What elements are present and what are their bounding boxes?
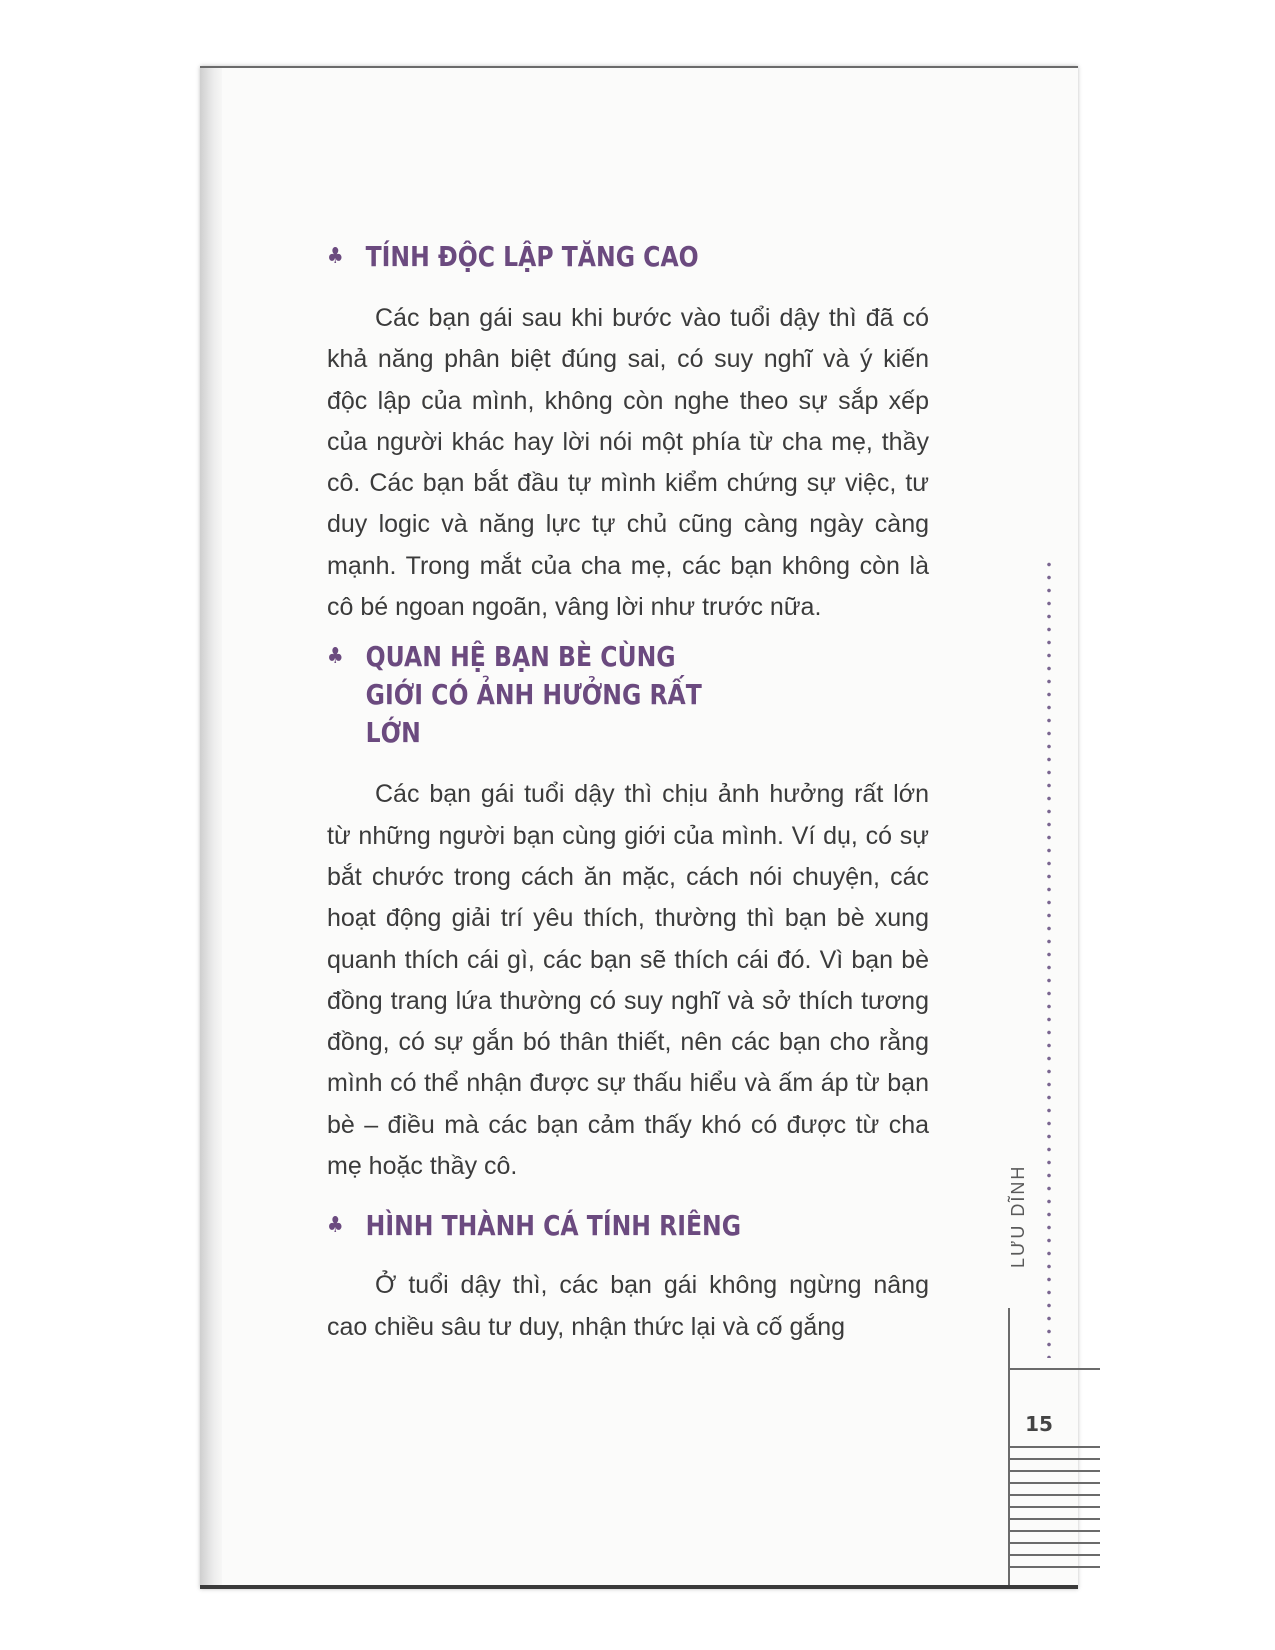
- author-name: LƯU DĨNH: [1008, 1164, 1028, 1268]
- page-number-rule: [1008, 1368, 1100, 1370]
- page: [222, 68, 1078, 1585]
- book-page-photo: [200, 66, 1078, 1589]
- section-heading-independence: [327, 238, 929, 276]
- club-icon: ♣: [327, 1213, 344, 1239]
- side-dotted-line: [1046, 558, 1052, 1358]
- club-icon: ♣: [327, 644, 344, 670]
- page-number: 15: [1025, 1412, 1053, 1436]
- section-heading-peer-influence: [327, 638, 929, 752]
- decorative-stripes: [1008, 1446, 1100, 1578]
- paragraph-personality: Ở tuổi dậy thì, các bạn gái không ngừng nâng cao chiều sâu tư duy, nhận thức lại và cố gắng: [327, 1271, 929, 1341]
- heading-text: QUAN HỆ BẠN BÈ CÙNG GIỚI CÓ ẢNH HƯỞNG RẤT LỚN: [365, 640, 702, 750]
- heading-text: TÍNH ĐỘC LẬP TĂNG CAO: [365, 240, 699, 273]
- book-gutter: [200, 68, 222, 1585]
- section-heading-personality: [327, 1207, 929, 1245]
- page-content: [327, 238, 929, 1348]
- paragraph-peer-influence: Các bạn gái tuổi dậy thì chịu ảnh hưởng rất lớn từ những người bạn cùng giới của mình. Ví dụ, có sự bắt chước trong cách ăn mặc, cách nói chuyện, các hoạt động giải trí yêu thích, thường thì bạn bè xung quanh thích cái gì, các bạn sẽ thích cái đó. Vì bạn bè đồng trang lứa thường có suy nghĩ và sở thích tương đồng, có sự gắn bó thân thiết, nên các bạn cho rằng mình có thể nhận được sự thấu hiểu và ấm áp từ bạn bè – điều mà các bạn cảm thấy khó có được từ cha mẹ hoặc thầy cô.: [327, 780, 929, 1181]
- club-icon: ♣: [327, 244, 344, 269]
- heading-text: HÌNH THÀNH CÁ TÍNH RIÊNG: [365, 1209, 742, 1243]
- paragraph-independence: Các bạn gái sau khi bước vào tuổi dậy thì đã có khả năng phân biệt đúng sai, có suy nghĩ và ý kiến độc lập của mình, không còn nghe theo sự sắp xếp của người khác hay lời nói một phía từ cha mẹ, thầy cô. Các bạn bắt đầu tự mình kiểm chứng sự việc, tư duy logic và năng lực tự chủ cũng càng ngày càng mạnh. Trong mắt của cha mẹ, các bạn không còn là cô bé ngoan ngoãn, vâng lời như trước nữa.: [327, 304, 929, 622]
